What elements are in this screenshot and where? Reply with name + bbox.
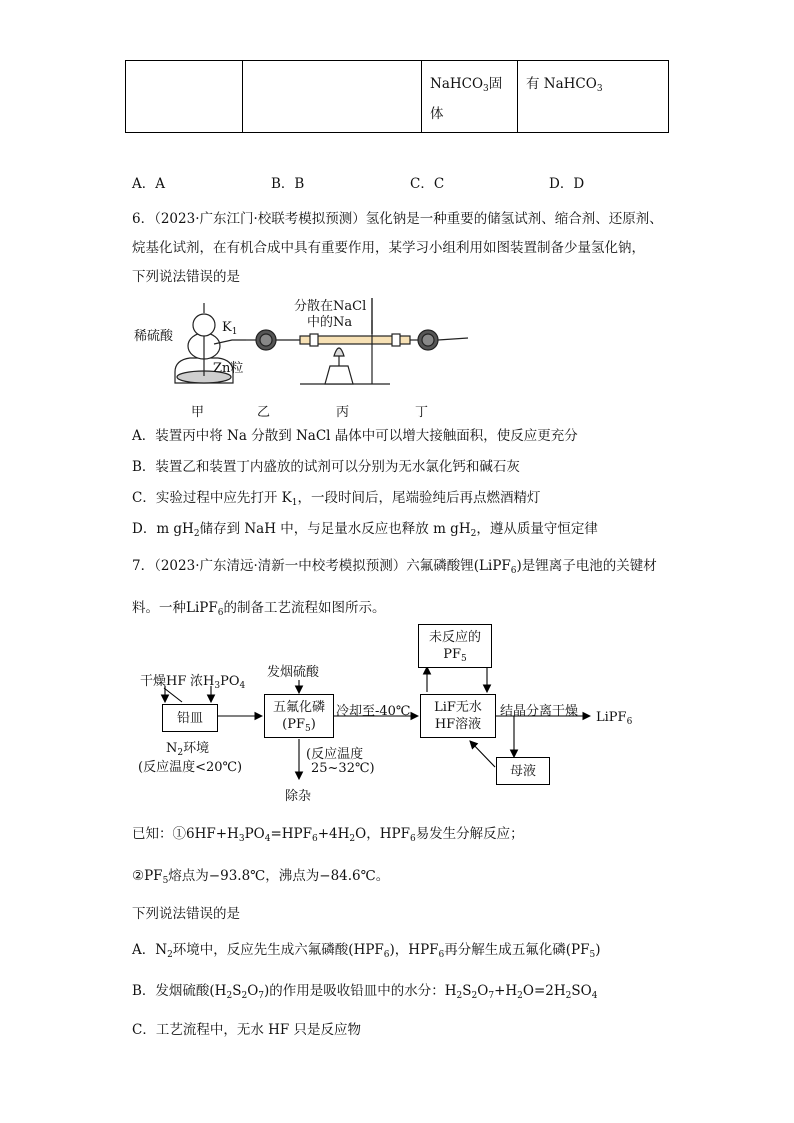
q7-ask: 下列说法错误的是 [132, 906, 240, 922]
impurity-removal-label: 除杂 [285, 789, 312, 804]
conc-h3po4-label: 浓$H_3PO_4$ [190, 674, 246, 691]
n2-environment-label: $N_2$环境 [166, 741, 210, 758]
valve-k1-label: $K_1$ [222, 320, 238, 337]
q7-stem-line2: 料。一种LiPF$_6$的制备工艺流程如图所示。 [132, 600, 386, 618]
q7-option-b[interactable]: B．发烟硫酸$(H_2S_2O_7)$的作用是吸收铅皿中的水分：$H_2S_2O_7+H_2O=2H_2SO_4$ [132, 983, 598, 1001]
q6-stem-line2: 烷基化试剂，在有机合成中具有重要作用，某学习小组利用如图装置制备少量氢化钠， [132, 240, 645, 256]
q7-option-c[interactable]: C．工艺流程中，无水 HF 只是反应物 [132, 1022, 362, 1038]
q7-option-a[interactable]: A．$N_2$环境中，反应先生成六氟磷酸$(HPF_6)$，$HPF_6$再分解生成五氟化磷$(PF_5)$ [132, 942, 601, 960]
apparatus-label-bing: 丙 [336, 405, 350, 420]
q6-stem-line1: 6．（2023·广东江门·校联考模拟预测）氢化钠是一种重要的储氢试剂、缩合剂、还原剂、 [132, 211, 663, 227]
q5-option-d[interactable]: D．D [549, 176, 585, 192]
cooling-label: 冷却至-40℃ [336, 704, 411, 719]
table-cell-reagent: NaHCO$_3$固 体 [422, 61, 518, 133]
reaction-temp-1-label: (反应温度<20℃) [138, 760, 243, 775]
mother-liquor-box: 母液 [496, 757, 550, 785]
lif-hf-solution-box: LiF无水 HF溶液 [420, 694, 496, 738]
dry-hf-label: 干燥HF [140, 674, 187, 689]
lead-dish-box: 铅皿 [162, 704, 218, 732]
reaction-temp-2-line1: (反应温度 [306, 747, 364, 762]
q6-option-a[interactable]: A．装置丙中将 Na 分散到 NaCl 晶体中可以增大接触面积，使反应更充分 [132, 428, 578, 444]
na-in-nacl-label-2: 中的Na [307, 315, 353, 330]
zinc-granules-label: Zn粒 [213, 361, 244, 376]
q5-option-c[interactable]: C．C [410, 176, 445, 192]
q5-option-a[interactable]: A．A [132, 176, 165, 192]
unreacted-pf5-box: 未反应的 $PF_5$ [418, 624, 492, 668]
lipf6-product-label: LiPF$_6$ [596, 710, 633, 727]
apparatus-label-ding: 丁 [415, 405, 429, 420]
q7-known-2: $②PF_5$熔点为−93.8℃，沸点为−84.6℃。 [132, 868, 390, 886]
q7-stem-line1: 7．（2023·广东清远·清新一中校考模拟预测）六氟磷酸锂(LiPF$_6$)是锂离子电池的关键材 [132, 558, 657, 576]
apparatus-label-yi: 乙 [257, 405, 271, 420]
table-cell-conclusion: 有 NaHCO$_3$ [518, 61, 669, 133]
crystallize-dry-label: 结晶分离干燥 [500, 704, 579, 719]
q6-stem-line3: 下列说法错误的是 [132, 269, 240, 285]
q6-option-d[interactable]: D．m $gH_2$储存到 NaH 中，与足量水反应也释放 m $gH_2$，遵从质量守恒定律 [132, 521, 598, 539]
reaction-temp-2-line2: 25~32℃) [311, 761, 375, 776]
q7-known-1: 已知：$①6HF+H_3PO_4=HPF_6+4H_2O$，$HPF_6$易发生分解反应； [132, 826, 524, 844]
q6-option-c[interactable]: C．实验过程中应先打开 $K_1$，一段时间后，尾端验纯后再点燃酒精灯 [132, 490, 541, 508]
dilute-sulfuric-acid-label: 稀硫酸 [134, 329, 174, 344]
apparatus-label-jia: 甲 [191, 405, 205, 420]
pf5-box: 五氟化磷 $(PF_5)$ [264, 694, 334, 738]
na-in-nacl-label-1: 分散在NaCl [294, 299, 367, 314]
q6-option-b[interactable]: B．装置乙和装置丁内盛放的试剂可以分别为无水氯化钙和碱石灰 [132, 459, 520, 475]
q5-option-b[interactable]: B．B [271, 176, 305, 192]
oleum-label: 发烟硫酸 [267, 665, 320, 680]
